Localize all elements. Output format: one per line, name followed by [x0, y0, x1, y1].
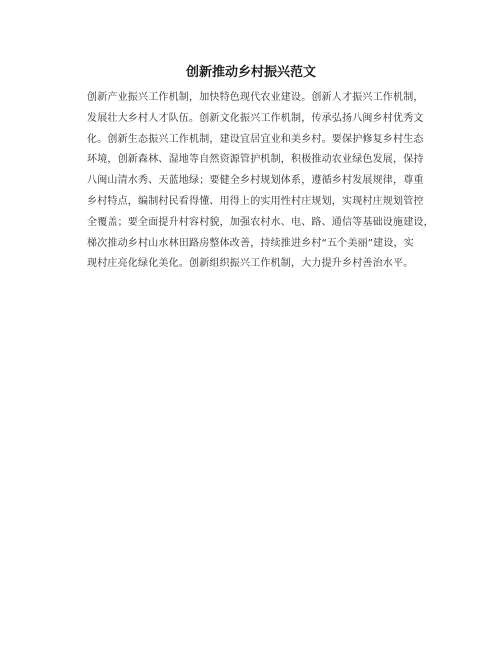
document-title: 创新推动乡村振兴范文: [185, 65, 316, 80]
body-line: 发展壮大乡村人才队伍。创新文化振兴工作机制，传承弘扬八闽乡村优秀文: [87, 112, 424, 124]
body-line: 创新产业振兴工作机制，加快特色现代农业建设。创新人才振兴工作机制，: [87, 92, 424, 103]
body-line: 全覆盖；要全面提升村容村貌，加强农村水、电、路、通信等基础设施建设，: [87, 216, 434, 228]
body-line: 化。创新生态振兴工作机制，建设宜居宜业和美乡村。要保护修复乡村生态: [87, 133, 424, 145]
body-line: 现村庄亮化绿化美化。创新组织振兴工作机制，大力提升乡村善治水平。: [87, 258, 414, 270]
body-line: 环境，创新森林、湿地等自然资源管护机制，积极推动农业绿色发展，保持: [87, 154, 424, 166]
body-line: 梯次推动乡村山水林田路房整体改善，持续推进乡村“五个美丽”建设，实: [87, 237, 414, 249]
document-body: [87, 88, 434, 275]
body-line: 八闽山清水秀、天蓝地绿；要健全乡村规划体系，遵循乡村发展规律，尊重: [87, 175, 424, 187]
body-line: 乡村特点，编制村民看得懂、用得上的实用性村庄规划，实现村庄规划管控: [87, 195, 424, 207]
